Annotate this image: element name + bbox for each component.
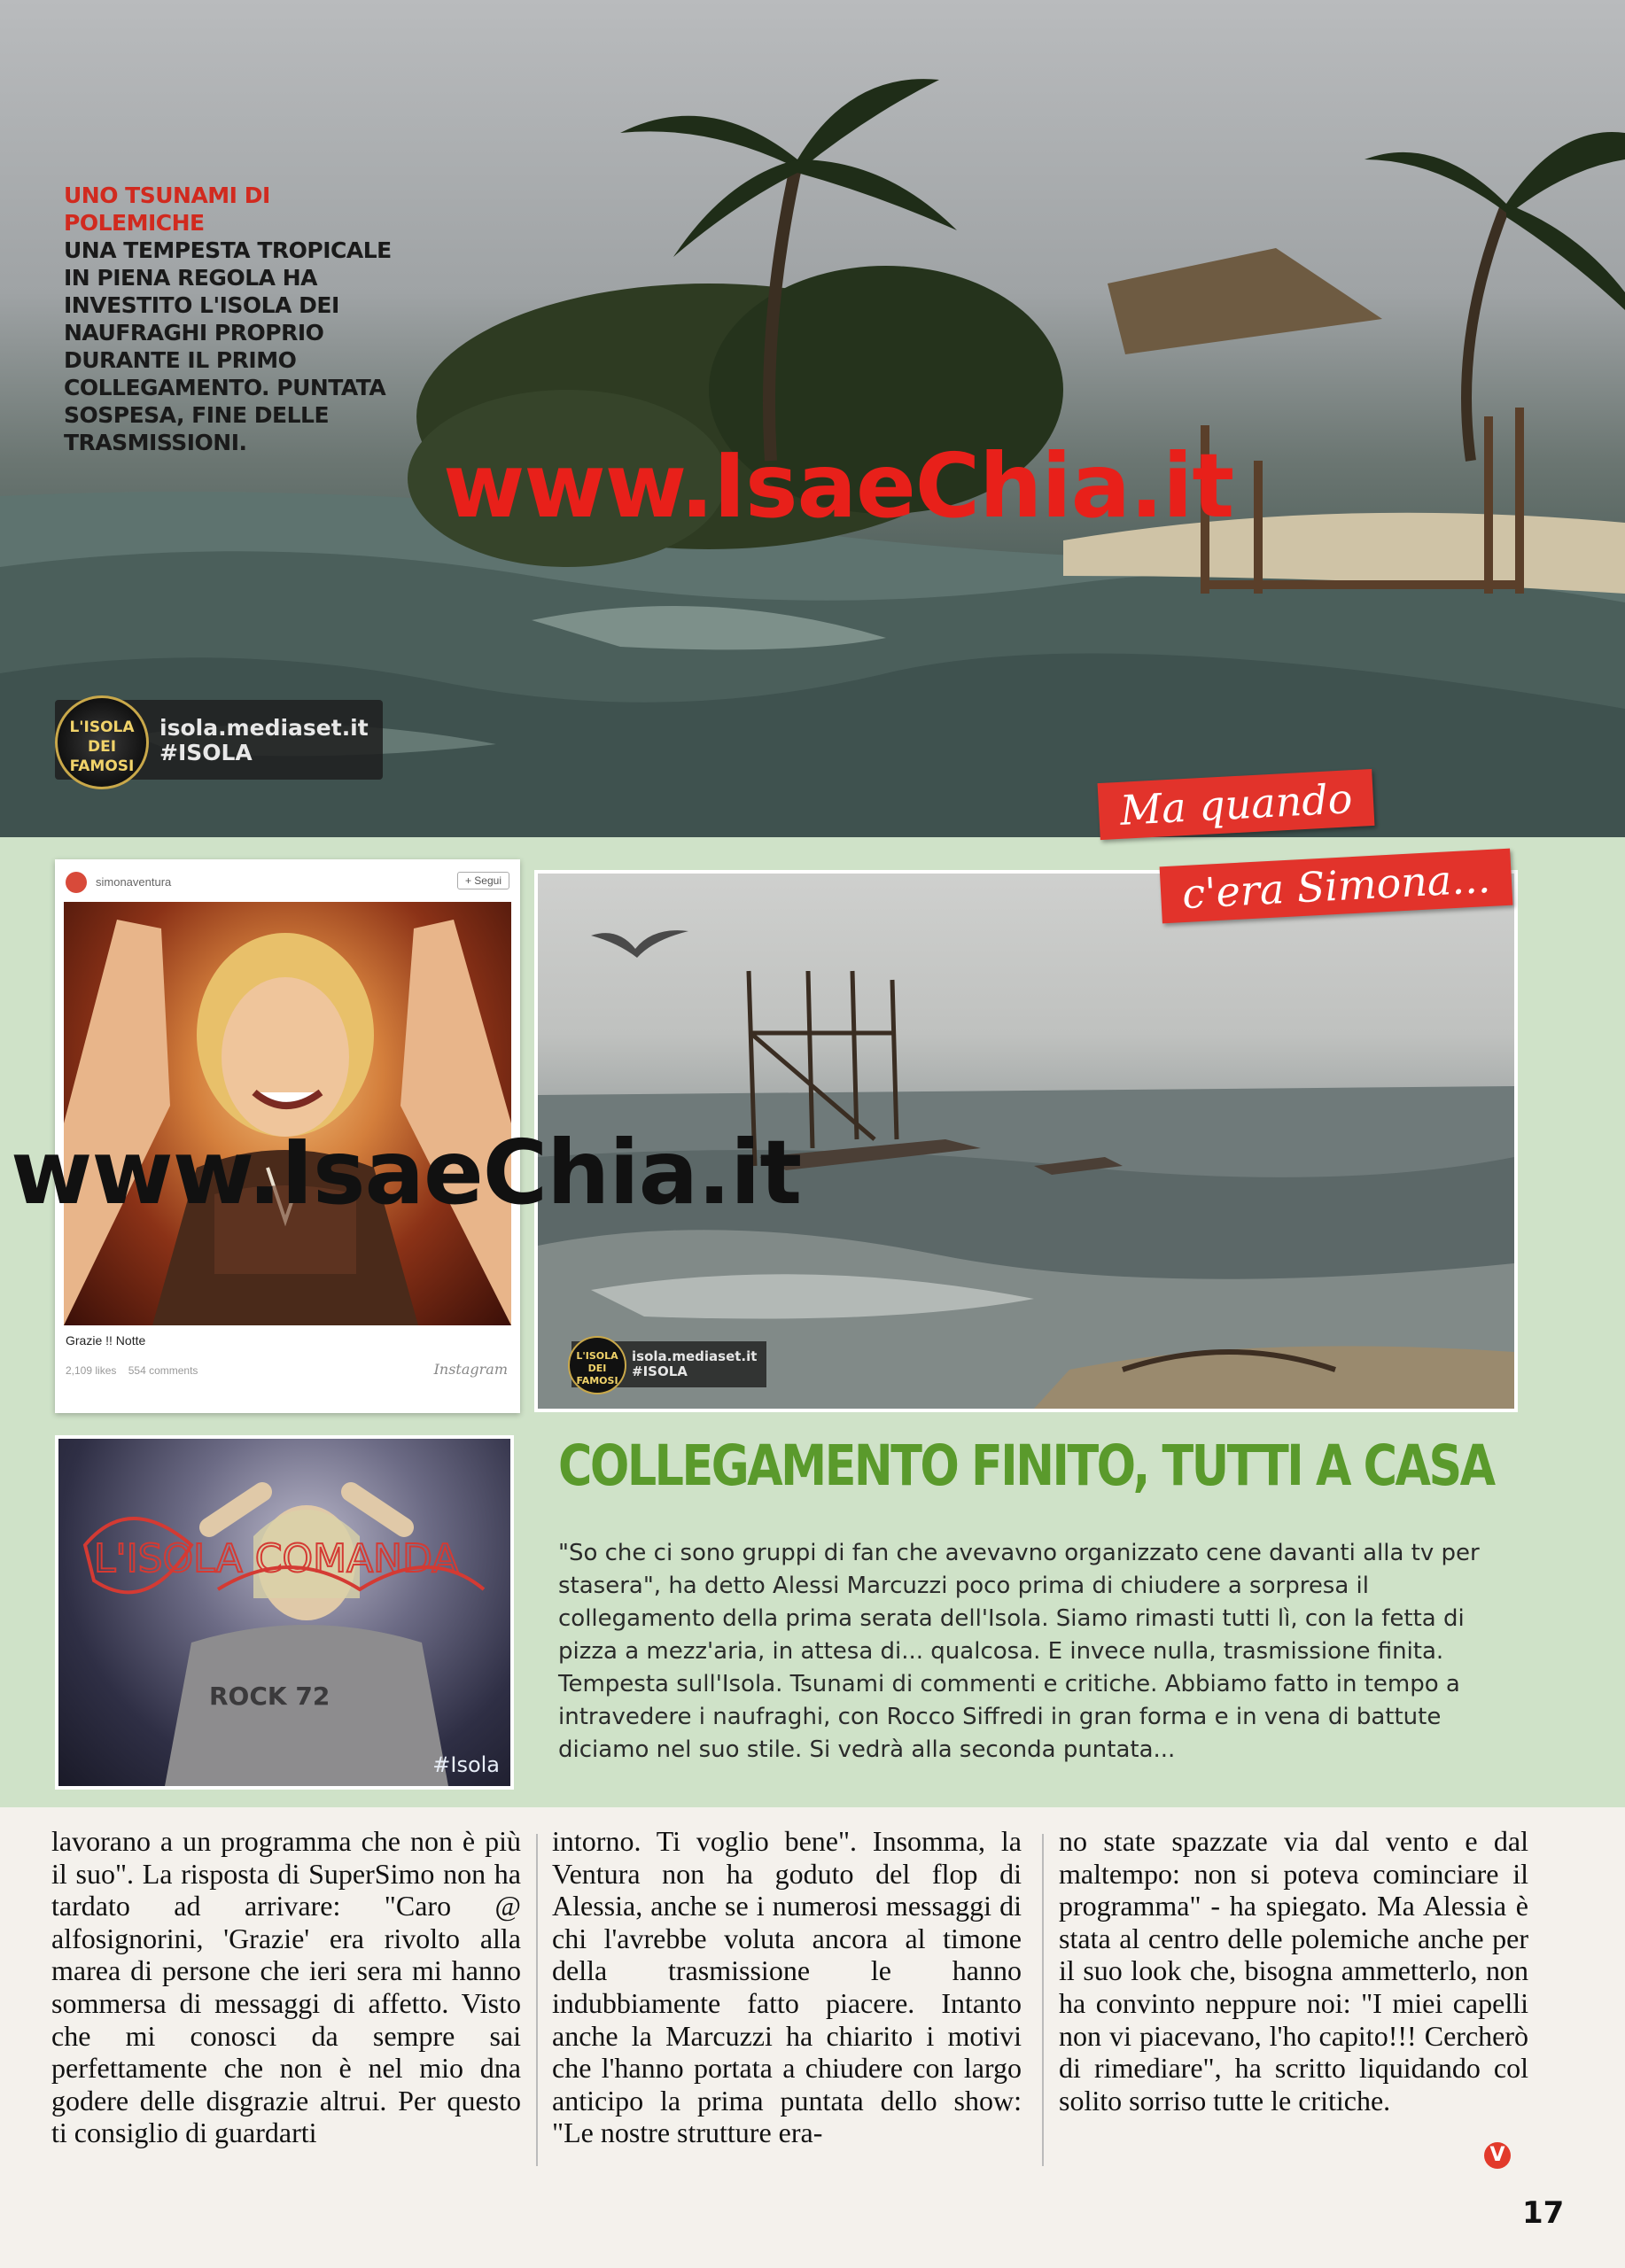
column-divider — [536, 1834, 538, 2166]
instagram-username: simonaventura — [96, 875, 172, 889]
woman-illustration — [64, 902, 511, 1325]
isola-site-text — [159, 716, 369, 765]
fan-illustration — [58, 1439, 510, 1786]
ribbon-line-2: c'era Simona... — [1160, 849, 1513, 924]
body-column-2: intorno. Ti voglio bene". Insomma, la Ventura non ha goduto del flop di Alessia, anche se i numerosi messaggi di chi l'avrebbe voluta ancora al timone della trasmissione le hanno indubbiamente fatto piacere. Intanto anche la Marcuzzi ha chiarito i motivi che l'hanno portata a chiudere con largo anticipo la prima puntata dello show: "Le nostre strutture era- — [552, 1825, 1022, 2149]
body-column-3: no state spazzate via dal vento e dal maltempo: non si poteva cominciare il programma" - ha spiegato. Ma Alessia è stata al centro delle polemiche anche per il suo look che, bisogna ammetterlo, non ha convinto neppure noi: "I miei capelli non vi piacevano, l'ho capito!!! Cercherò di rimediare", ha scritto liquidando col solito sorriso tutte le critiche. — [1059, 1825, 1528, 2117]
end-mark-icon: V — [1484, 2142, 1511, 2169]
isola-logo-small: L'ISOLA DEI FAMOSI — [568, 1336, 626, 1394]
shirt-text: ROCK 72 — [209, 1682, 330, 1711]
instagram-brand: Instagram — [433, 1361, 508, 1378]
follow-button: + Segui — [457, 872, 509, 889]
isola-logo: L'ISOLA DEI FAMOSI — [55, 695, 149, 789]
isola-logo-badge-small — [571, 1341, 766, 1387]
watermark-middle: www.IsaeChia.it — [11, 1121, 802, 1224]
instagram-header — [66, 870, 509, 897]
ribbon-line-1: Ma quando — [1098, 769, 1375, 840]
isola-logo-badge — [55, 700, 383, 780]
watermark-top: www.IsaeChia.it — [443, 434, 1234, 538]
avatar — [66, 872, 87, 893]
fan-photo — [58, 1439, 510, 1786]
handwriting-text: L'ISOLA COMANDA — [94, 1536, 459, 1581]
hero-photo — [0, 0, 1625, 837]
page-number: 17 — [1522, 2195, 1565, 2231]
likes-count: 2,109 likes — [66, 1364, 117, 1377]
hero-caption-text: UNA TEMPESTA TROPICALE IN PIENA REGOLA HA INVESTITO L'ISOLA DEI NAUFRAGHI PROPRIO DURANTE IL PRIMO COLLEGAMENTO. PUNTATA SOSPESA, FINE DELLE TRASMISSIONI. — [64, 237, 392, 455]
column-divider — [1042, 1834, 1044, 2166]
isola-site-text-small — [632, 1349, 757, 1379]
fan-hashtag: #Isola — [432, 1752, 500, 1777]
body-column-1: lavorano a un programma che non è più il suo". La risposta di SuperSimo non ha tardato ad arrivare: "Caro @ alfosignorini, 'Grazie' era rivolto alla marea di persone che ieri sera mi hanno sommersa di messaggi di affetto. Visto che mi conosci da sempre sai perfettamente che non è nel mio dna godere delle disgrazie altrui. Per questo ti consiglio di guardarti — [51, 1825, 521, 2149]
hero-caption — [64, 182, 400, 456]
article-headline: COLLEGAMENTO FINITO, TUTTI A CASA — [558, 1433, 1494, 1498]
fan-photo-frame — [55, 1435, 514, 1790]
comments-count: 554 comments — [128, 1364, 198, 1377]
isola-site: isola.mediaset.it — [159, 715, 369, 741]
hero-kicker: UNO TSUNAMI DI POLEMICHE — [64, 183, 270, 236]
isola-hashtag: #ISOLA — [159, 740, 253, 765]
isola-hashtag-small: #ISOLA — [632, 1363, 688, 1379]
instagram-caption: Grazie !! Notte — [66, 1333, 146, 1348]
isola-site-small: isola.mediaset.it — [632, 1348, 758, 1364]
instagram-stats — [66, 1364, 198, 1377]
article-lead: "So che ci sono gruppi di fan che avevavno organizzato cene davanti alla tv per stasera", ha detto Alessi Marcuzzi poco prima di chiudere a sorpresa il collegamento della prima serata dell'Isola. Siamo rimasti tutti lì, con la fetta di pizza a mezz'aria, in attesa di... qualcosa. E invece nulla, trasmissione finita. Tempesta sull'Isola. Tsunami di commenti e critiche. Abbiamo fatto in tempo a intravedere i naufraghi, con Rocco Siffredi in gran forma e in vena di battute diciamo nel suo stile. Si vedrà alla seconda puntata... — [558, 1540, 1480, 1763]
simona-photo — [64, 902, 511, 1325]
